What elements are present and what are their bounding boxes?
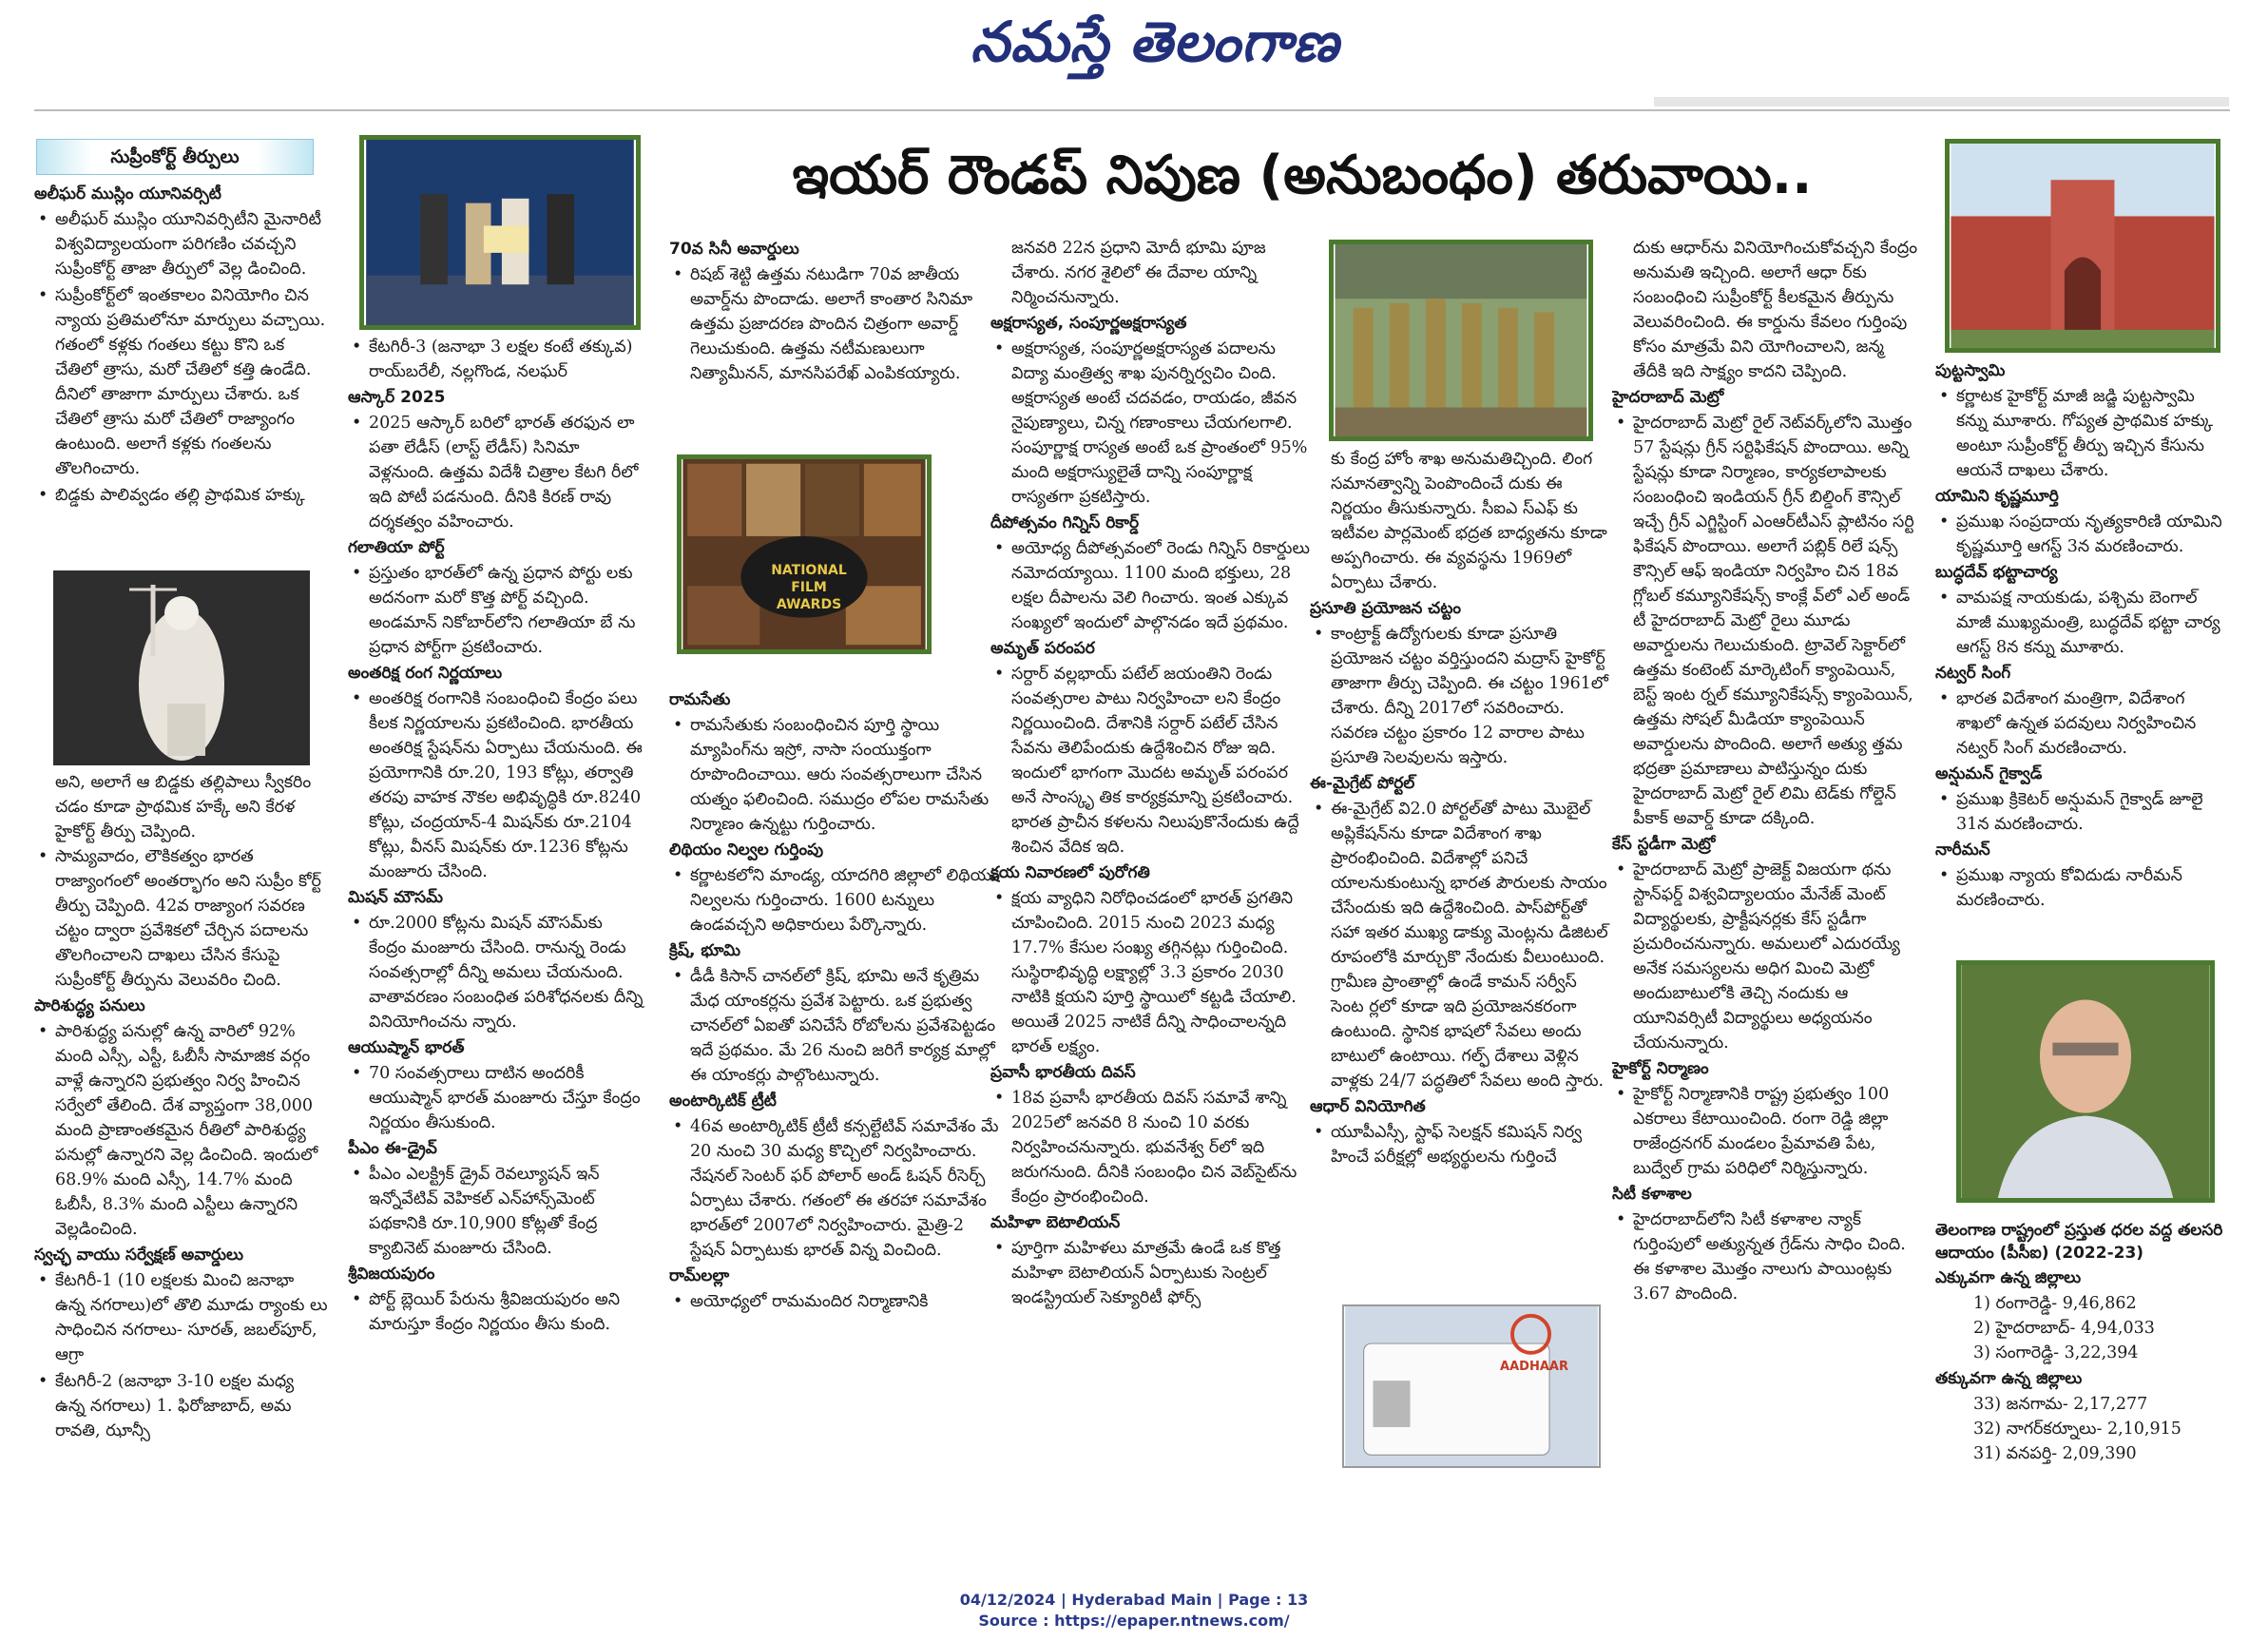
bullet: • ప్రముఖ క్రికెటర్ అన్షుమన్ గైక్వాడ్ జూలై 31న మరణించారు. [1956,787,2230,837]
column-3-lower [669,686,1002,1514]
stats-high-heading: ఎక్కువగా ఉన్న జిల్లాలు [1935,1268,2082,1287]
subhead: అంటార్కిటిక్ ట్రీటీ [669,1091,777,1111]
bullet: • రూ.2000 కోట్లను మిషన్ మౌసమ్‌కు కేంద్రం మంజూరు చేసింది. రానున్న రెండు సంవత్సరాల్లో దీన్ని అమలు చేయనుంది. వాతావరణం సంబంధిత పరిశోధనలకు దీన్ని వినియోగించను న్నారు. [369,911,644,1034]
bullet: • 70 సంవత్సరాలు దాటిన అందరికీ ఆయుష్మాన్ భారత్ మంజూరు చేస్తూ కేంద్రం నిర్ణయం తీసుకుంది. [369,1061,644,1135]
bullet: • పోర్ట్ బ్లెయిర్ పేరును శ్రీవిజయపురం అని మారుస్తూ కేంద్రం నిర్ణయం తీసు కుంది. [369,1287,644,1337]
building-photo [1945,139,2220,353]
subhead: అమృత్ పరంపర [990,639,1095,658]
subhead: 70వ సినీ అవార్డులు [669,240,799,259]
bullet: • కేటగిరీ-1 (10 లక్షలకు మించి జనాభా ఉన్న నగరాలు)లో తొలి మూడు ర్యాంకు లు సాధించిన నగరాలు- సూరత్, జబల్‌పూర్, ఆగ్రా [55,1268,329,1367]
subhead: అన్షుమన్ గైక్వాడ్ [1935,764,2043,783]
footer-source-link[interactable]: Source : https://epaper.ntnews.com/ [978,1612,1290,1630]
subhead: లిథియం నిల్వల గుర్తింపు [669,840,824,860]
subhead: పుట్టస్వామి [1935,361,2006,380]
bullet: • 18వ ప్రవాసీ భారతీయ దివస్ సమావే శాన్ని 2025లో జనవరి 8 నుంచి 10 వరకు నిర్వహించనున్నారు. భువనేశ్వ ర్‌లో ఇది జరుగనుంది. దీనికి సంబంధిం చిన వెబ్‌సైట్‌ను కేంద్రం ప్రారంభించింది. [1011,1086,1312,1209]
bullet: • ప్రముఖ సంప్రదాయ నృత్యకారిణి యామిని కృష్ణమూర్తి ఆగస్ట్ 3న మరణించారు. [1956,510,2230,559]
masthead-rule [34,109,2230,111]
film-awards-caption: NATIONAL FILM AWARDS [771,563,847,612]
aadhaar-card-image [1344,1306,1599,1466]
elderly-man-portrait [1961,965,2210,1198]
stats-title: తెలంగాణ రాష్ట్రంలో ప్రస్తుత ధరల వద్ద తలసరి ఆదాయం (పీసీఐ) (2022-23) [1935,1221,2223,1263]
footer-dateline: 04/12/2024 | Hyderabad Main | Page : 13 [959,1591,1309,1609]
bullet: • 2025 ఆస్కార్ బరిలో భారత్ తరఫున లా పతా లేడీస్ (లాస్ట్ లేడీస్) సినిమా వెళ్లనుంది. ఉత్తమ విదేశీ చిత్రాల కేటగి రీలో ఇది పోటీ పడనుంది. దీనికి కిరణ్ రావు దర్శకత్వం వహించారు. [369,411,644,534]
bullet: • ప్రముఖ న్యాయ కోవిదుడు నారీమన్ మరణించారు. [1956,863,2230,913]
aadhaar-card-photo [1342,1304,1601,1468]
bullet: • యూపీఎస్సీ, స్టాఫ్ సెలక్షన్ కమిషన్ నిర్వ హించే పరీక్షల్లో అభ్యర్థులను గుర్తించే [1331,1120,1610,1169]
page-headline: ఇయర్ రౌండప్ నిపుణ (అనుబంధం) తరువాయి.. [792,145,1813,206]
lady-justice-photo [53,570,310,765]
column-7 [1935,357,2230,947]
stats-low-row: 31) వనపర్తి- 2,09,390 [1973,1444,2137,1463]
award-ceremony-image [364,140,636,325]
parade-photo [1329,240,1593,441]
subhead: ఈ-మైగ్రేట్ పోర్టల్ [1310,774,1415,793]
subhead: ప్రసూతి ప్రయోజన చట్టం [1310,599,1461,618]
bullet: • హైదరాబాద్ మెట్రో ప్రాజెక్ట్ విజయగా థను స్టాన్‌ఫర్డ్ విశ్వవిద్యాలయం మేనేజ్ మెంట్ విద్యార్థులకు, ప్రాక్టీషనర్లకు కేస్ స్టడీగా ప్రచురించనున్నారు. అమలులో ఎదురయ్యే అనేక సమస్యలను అధిగ మించి మెట్రో అందుబాటులోకి తెచ్చి నందుకు ఆ యూనివర్సిటీ విద్యార్థులు అధ్యయనం చేయనున్నారు. [1633,858,1922,1055]
bullet: • పారిశుద్ధ్య పనుల్లో ఉన్న వారిలో 92% మంది ఎస్సీ, ఎస్టీ, ఓబీసీ సామాజిక వర్గం వాళ్లే ఉన్నారని ప్రభుత్వం నిర్వ హించిన సర్వేలో తేలింది. దేశ వ్యాప్తంగా 38,000 మంది ప్రాణాంతకమైన రీతిలో పారిశుద్ధ్య పనుల్లో ఉన్నారని వెల్ల డించింది. ఇందులో 68.9% మంది ఎస్సీ, 14.7% మంది ఓబీసీ, 8.3% మంది ఎస్టీలు ఉన్నారని వెల్లడించింది. [55,1019,329,1242]
aadhaar-logo-text: AADHAAR [1500,1360,1568,1374]
parade-image [1334,244,1588,436]
subhead: ఆధార్ వినియోగిత [1310,1097,1426,1116]
bullet: • అక్షరాస్యత, సంపూర్ణఅక్షరాస్యత పదాలను విద్యా మంత్రిత్వ శాఖ పునర్నిర్వచిం చింది. అక్షరాస్యత అంటే చదవడం, రాయడం, జీవన నైపుణ్యాలు, చిన్న గణాంకాలు చేయగలగాలి. సంపూర్ణాక్ష రాస్యత అంటే ఒక ప్రాంతంలో 95% మంది అక్షరాస్యులైతే దాన్ని సంపూర్ణాక్ష రాస్యతగా ప్రకటిస్తారు. [1011,337,1312,510]
bullet: • భారత విదేశాంగ మంత్రిగా, విదేశాంగ శాఖలో ఉన్నత పదవులు నిర్వహించిన నట్వర్ సింగ్ మరణించారు. [1956,686,2230,761]
subhead: ప్రవాసీ భారతీయ దివస్ [990,1063,1136,1082]
subhead: రామసేతు [669,690,731,709]
subhead: స్వచ్ఛ వాయు సర్వేక్షణ్ అవార్డులు [34,1246,243,1265]
bullet: • కేటగిరీ-3 (జనాభా 3 లక్షల కంటే తక్కువ) రాయ్‌బరేలీ, నల్లగొండ, నలఘర్ [369,335,644,384]
subhead: అక్షరాస్యత, సంపూర్ణఅక్షరాస్యత [990,314,1187,333]
bullet: • పూర్తిగా మహిళలు మాత్రమే ఉండే ఒక కొత్త మహిళా బెటాలియన్ ఏర్పాటుకు సెంట్రల్ ఇండస్ట్రియల్ సెక్యూరిటీ ఫోర్స్ [1011,1236,1312,1310]
subhead: గలాతియా పోర్ట్ [348,538,445,557]
stats-low-row: 33) జనగామ- 2,17,277 [1973,1395,2148,1414]
paragraph: దుకు ఆధార్‌ను వినియోగించుకోవచ్చని కేంద్రం అనుమతి ఇచ్చింది. అలాగే ఆధా ర్‌కు సంబంధించి సుప్రీంకోర్ట్ కీలకమైన తీర్పును వెలువరించింది. ఈ కార్డును కేవలం గుర్తింపు కోసం మాత్రమే విని యోగించాలని, జన్మ తేదీకి ఇది సాక్ష్యం కాదని చెప్పింది. [1633,239,1918,381]
column-4 [990,236,1312,1514]
subhead: క్రిష్, భూమి [669,941,740,960]
portrait-photo [1956,960,2215,1203]
paragraph: అని, అలాగే ఆ బిడ్డకు తల్లిపాలు స్వీకరిం చడం కూడా ప్రాథమిక హక్కే అని కేరళ హైకోర్ట్ తీర్పు చెప్పింది. [55,773,312,841]
column-1-lower [34,770,329,1502]
subhead: ఆయుష్మాన్ భారత్ [348,1038,465,1057]
income-stats [1935,1217,2230,1502]
film-awards-collage [682,459,927,649]
subhead: రామ్‌లల్లా [669,1266,730,1285]
masthead [0,0,2268,114]
bullet: • 46వ అంటార్కిటిక్ ట్రీటీ కన్సల్టేటివ్ సమావేశం మే 20 నుంచి 30 మధ్య కొచ్చిలో నిర్వహించారు. నేషనల్ సెంటర్ ఫర్ పోలార్ అండ్ ఓషన్ రీసెర్చ్ ఏర్పాటు చేశారు. గతంలో ఈ తరహా సమావేశం భారత్‌లో 2007లో నిర్వహించారు. మైత్రి-2 స్టేషన్ ఏర్పాటుకు భారత్ విన్న వించింది. [690,1114,1002,1263]
column-2 [348,335,644,1514]
bullet: • సామ్యవాదం, లౌకికత్వం భారత రాజ్యాంగంలో అంతర్భాగం అని సుప్రీం కోర్ట్ తీర్పు చెప్పింది. 42వ రాజ్యాంగ సవరణ చట్టం ద్వారా ప్రవేశికలో చేర్చిన పదాలను తొలగించాలని దాఖలు చేసిన కేసుపై సుప్రీంకోర్ట్ తీర్పును వెలువరిం చింది. [55,844,329,993]
subhead: దీపోత్సవం గిన్నిస్ రికార్డ్ [990,513,1140,532]
subhead: నారీమన్ [1935,840,1990,860]
subhead: మిషన్ మౌసమ్ [348,888,444,907]
column-1 [34,181,329,509]
award-ceremony-photo [359,135,641,330]
stats-low-row: 32) నాగర్‌కర్నూలు- 2,10,915 [1973,1420,2182,1439]
paragraph: కు కేంద్ర హోం శాఖ అనుమతిచ్చింది. లింగ సమానత్వాన్ని పెంపొందించే దుకు ఈ నిర్ణయం తీసుకున్నారు. సీఐఎ స్ఎఫ్ కు ఇటీవల పార్లమెంట్ భద్రత బాధ్యతను కూడా అప్పగించారు. ఈ వ్యవస్థను 1969లో ఏర్పాటు చేశారు. [1331,450,1607,592]
bullet: • కేటగిరీ-2 (జనాభా 3-10 లక్షల మధ్య ఉన్న నగరాలు) 1. ఫిరోజాబాద్, అమ రావతి, ఝాన్సీ [55,1369,329,1443]
column-6 [1612,236,1922,1514]
stats-high-row: 3) సంగారెడ్డి- 3,22,394 [1973,1343,2139,1362]
bullet: • కర్ణాటకలోని మాండ్య, యాదగిరి జిల్లాలో లిథియం నిల్వలను గుర్తించారు. 1600 టన్నులు ఉండవచ్చని అధికారులు పేర్కొన్నారు. [690,863,1002,937]
stats-high-row: 2) హైదరాబాద్- 4,94,033 [1973,1319,2155,1338]
subhead: క్షయ నివారణలో పురోగతి [990,863,1150,882]
column-3 [669,236,1002,440]
bullet: • ప్రస్తుతం భారత్‌లో ఉన్న ప్రధాన పోర్టు లకు అదనంగా మరో కొత్త పోర్ట్ వచ్చింది. అండమాన్ నికోబార్‌లోని గలాతియా బే ను ప్రధాన పోర్ట్‌గా ప్రకటించారు. [369,561,644,660]
subhead: యామిని కృష్ణమూర్తి [1935,487,2059,506]
subhead: హైదరాబాద్ మెట్రో [1612,388,1724,407]
newspaper-logo: నమస్తే తెలంగాణ [971,10,1339,74]
bullet: • వామపక్ష నాయకుడు, పశ్చిమ బెంగాల్ మాజీ ముఖ్యమంత్రి, బుద్ధదేవ్ భట్టా చార్య ఆగస్ట్ 8న కన్ను మూశారు. [1956,586,2230,660]
subhead: బుద్ధదేవ్ భట్టాచార్య [1935,563,2058,582]
bullet: • రామసేతుకు సంబంధించిన పూర్తి స్థాయి మ్యాపింగ్‌ను ఇస్రో, నాసా సంయుక్తంగా రూపొందించాయి. ఆరు సంవత్సరాలుగా చేసిన యత్నం ఫలించింది. సముద్రం లోపల రామసేతు నిర్మాణం ఉన్నట్టు గుర్తించారు. [690,713,1002,837]
stats-low-heading: తక్కువగా ఉన్న జిల్లాలు [1935,1369,2083,1388]
subhead: సిటీ కళాశాల [1612,1185,1692,1204]
bullet: • ఈ-మైగ్రేట్ వి2.0 పోర్టల్‌తో పాటు మొబైల్ అప్లికేషన్‌ను కూడా విదేశాంగ శాఖ ప్రారంభించింది. విదేశాల్లో పనిచే యాలనుకుంటున్న భారత పౌరులకు సాయం చేసేందుకు ఇది ఉద్దేశించింది. పాస్‌పోర్ట్‌తో సహా ఇతర ముఖ్య డాక్యు మెంట్లను డిజిటల్ రూపంలోకి మార్చుకొ నేందుకు వీలుంటుంది. గ్రామీణ ప్రాంతాల్లో ఉండే కామన్ సర్వీస్ సెంట ర్లలో కూడా ఇది ప్రయోజనకరంగా ఉంటుంది. స్థానిక భాషలో సేవలు అందు బాటులో ఉంటాయి. గల్ఫ్ దేశాలు వెళ్లిన వాళ్లకు 24/7 పద్ధతిలో సేవలు అంది స్తారు. [1331,797,1610,1093]
subhead: పారిశుద్ధ్య పనులు [34,996,145,1015]
subhead: అంతరిక్ష రంగ నిర్ణయాలు [348,664,503,683]
paragraph: జనవరి 22న ప్రధాని మోదీ భూమి పూజ చేశారు. నగర శైలిలో ఈ దేవాల యాన్ని నిర్మించనున్నారు. [1011,239,1266,307]
bullet: • అయోధ్యలో రామమందిర నిర్మాణానికి [690,1289,1002,1314]
bullet: • సుప్రీంకోర్ట్‌లో ఇంతకాలం వినియోగిం చిన న్యాయ ప్రతిమలోనూ మార్పులు వచ్చాయి. గతంలో కళ్లకు గంతలు కట్టు కొని ఒక చేతిలో త్రాసు, మరో చేతిలో కత్తి ఉండేది. దీనిలో తాజాగా మార్పులు చేశారు. ఒక చేతిలో త్రాసు మరో చేతిలో రాజ్యాంగం ఉంటుంది. అలాగే కళ్లకు గంతలను తొలగించారు. [55,283,329,481]
section-badge: సుప్రీంకోర్ట్ తీర్పులు [36,139,314,175]
bullet: • పీఎం ఎలక్ట్రిక్ డ్రైవ్ రెవల్యూషన్ ఇన్ ఇన్నోవేటివ్ వెహికల్ ఎన్‌హాన్స్‌మెంట్ పథకానికి రూ.10,900 కోట్లతో కేంద్ర క్యాబినెట్ మంజూరు చేసింది. [369,1162,644,1261]
bullet: • క్షయ వ్యాధిని నిరోధించడంలో భారత్ ప్రగతిని చూపించింది. 2015 నుంచి 2023 మధ్య 17.7% కేసుల సంఖ్య తగ్గినట్లు గుర్తించింది. సుస్థిరాభివృద్ధి లక్ష్యాల్లో 3.3 ప్రకారం 2030 నాటికి క్షయని పూర్తి స్థాయిలో కట్టడి చేయాలి. అయితే 2025 నాటికే దీన్ని సాధించాలన్నది భారత్ లక్ష్యం. [1011,886,1312,1059]
subhead: అలీఘర్ ముస్లిం యూనివర్సిటీ [34,184,221,203]
bullet: • హైదరాబాద్‌లోని సిటీ కళాశాల న్యాక్ గుర్తింపులో అత్యున్నత గ్రేడ్‌ను సాధిం చింది. ఈ కళాశాల మొత్తం నాలుగు పాయింట్లకు 3.67 పొందింది. [1633,1207,1922,1306]
bullet: • రిషబ్ శెట్టి ఉత్తమ నటుడిగా 70వ జాతీయ అవార్డ్‌ను పొందాడు. అలాగే కాంతార సినిమా ఉత్తమ ప్రజాదరణ పొందిన చిత్రంగా అవార్డ్ గెలుచుకుంది. ఉత్తమ నటీమణులుగా నిత్యామీనన్, మానసిపరేఖ్ ఎంపికయ్యారు. [690,262,1002,386]
bullet: • అంతరిక్ష రంగానికి సంబంధించి కేంద్రం పలు కీలక నిర్ణయాలను ప్రకటించింది. భారతీయ అంతరిక్ష స్టేషన్‌ను ఏర్పాటు చేయనుంది. ఈ ప్రయోగానికి రూ.20, 193 కోట్లు, తర్వాతి తరపు వాహక నౌకల అభివృద్ధికి రూ.8240 కోట్లు, చంద్రయాన్-4 మిషన్‌కు రూ.2104 కోట్లు, వీనస్ మిషన్‌కు రూ.1236 కోట్లను మంజూరు చేసింది. [369,686,644,884]
bullet: • కాంట్రాక్ట్ ఉద్యోగులకు కూడా ప్రసూతి ప్రయోజన చట్టం వర్తిస్తుందని మద్రాస్ హైకోర్ట్ తాజాగా తీర్పు చెప్పింది. ఈ చట్టం 1961లో చేశారు. దీన్ని 2017లో సవరించారు. సవరణ చట్టం ప్రకారం 12 వారాల పాటు ప్రసూతి సెలవులను ఇస్తారు. [1331,622,1610,770]
bullet: • డీడీ కిసాన్ చానల్‌లో క్రిష్, భూమి అనే కృత్రిమ మేధ యాంకర్లను ప్రవేశ పెట్టారు. ఒక ప్రభుత్వ చానల్‌లో ఏఐతో పనిచేసే రోబోలను ప్రవేశపెట్టడం ఇదే ప్రథమం. మే 26 నుంచి జరిగే కార్యక్ర మాల్లో ఈ యాంకర్లు పాల్గొంటున్నారు. [690,964,1002,1088]
subhead: నట్వర్ సింగ్ [1935,664,2011,683]
masthead-bar [1654,97,2229,106]
bullet: • అలీఘర్ ముస్లిం యూనివర్సిటీని మైనారిటీ విశ్వవిద్యాలయంగా పరిగణిం చవచ్చని సుప్రీంకోర్ట్ తాజా తీర్పులో వెల్ల డించింది. [55,207,329,281]
page-footer [0,1590,2268,1632]
bullet: • హైదరాబాద్ మెట్రో రైల్ నెట్‌వర్క్‌లోని మొత్తం 57 స్టేషన్లు గ్రీన్ సర్టిఫికేషన్ పొందాయి. అన్ని స్టేషన్లు కూడా నిర్మాణం, కార్యకలాపాలకు సంబంధించి ఇండియన్ గ్రీన్ బిల్డింగ్ కౌన్సిల్ ఇచ్చే గ్రీన్ ఎగ్జిస్టింగ్ ఎంఆర్‌టీఎస్ ప్లాటినం సర్టి ఫికేషన్ పొందాయి. అలాగే పబ్లిక్ రిలే షన్స్ కౌన్సిల్ ఆఫ్ ఇండియా నిర్వహిం చిన 18వ గ్లోబల్ కమ్యూనికేషన్స్ కాంక్లే వ్‌లో ఎల్ అండ్ టీ హైదరాబాద్ మెట్రో రైలు మూడు అవార్డులను గెలుచుకుంది. ట్రావెల్ సెక్టార్‌లో ఉత్తమ కంటెంట్ మార్కెటింగ్ క్యాంపెయిన్, బెస్ట్ ఇంట ర్నల్ కమ్యూనికేషన్స్ క్యాంపెయిన్, ఉత్తమ సోషల్ మీడియా క్యాంపెయిన్ అవార్డులను పొందింది. అలాగే అత్యు త్తమ భద్రతా ప్రమాణాలు పాటిస్తున్నం దుకు హైదరాబాద్ మెట్రో రైల్ లిమి టెడ్‌కు గోల్డెన్ పీకాక్ అవార్డ్ కూడా దక్కింది. [1633,411,1922,831]
subhead: మహిళా బెటాలియన్ [990,1213,1121,1232]
stats-high-row: 1) రంగారెడ్డి- 9,46,862 [1973,1294,2137,1313]
lady-justice-image [53,570,310,765]
bullet: • బిడ్డకు పాలివ్వడం తల్లి ప్రాథమిక హక్కు [55,483,329,508]
heritage-building-image [1950,144,2216,348]
bullet: • అయోధ్య దీపోత్సవంలో రెండు గిన్నిస్ రికార్డులు నమోదయ్యాయి. 1100 మంది భక్తులు, 28 లక్షల దీపాలను వెలి గించారు. ఇంత ఎక్కువ సంఖ్యలో ఇందులో పాల్గొనడం ఇదే ప్రథమం. [1011,536,1312,635]
bullet: • హైకోర్ట్ నిర్మాణానికి రాష్ట్ర ప్రభుత్వం 100 ఎకరాలు కేటాయించింది. రంగా రెడ్డి జిల్లా రాజేంద్రనగర్ మండలం ప్రేమావతి పేట, బుద్వేల్ గ్రామ పరిధిలో నిర్మిస్తున్నారు. [1633,1082,1922,1181]
subhead: ఆస్కార్ 2025 [348,388,446,407]
subhead: కేస్ స్టడీగా మెట్రో [1612,835,1716,854]
national-film-awards-photo [677,454,932,654]
subhead: హైకోర్ట్ నిర్మాణం [1612,1059,1709,1078]
bullet: • సర్దార్ వల్లభాయ్ పటేల్ జయంతిని రెండు సంవత్సరాల పాటు నిర్వహించా లని కేంద్రం నిర్ణయించింది. దేశానికి సర్దార్ పటేల్ చేసిన సేవను తెలిపేందుకు ఉద్దేశించిన రోజు ఇది. ఇందులో భాగంగా మొదట అమృత్ పరంపర అనే సాంస్కృ తిక కార్యక్రమాన్ని ప్రకటించారు. భారత ప్రాచీన కళలను నిలుపుకొనేందుకు ఉద్దే శించిన వేదిక ఇది. [1011,662,1312,860]
subhead: శ్రీవిజయపురం [348,1265,435,1284]
bullet: • కర్ణాటక హైకోర్ట్ మాజీ జడ్జి పుట్టస్వామి కన్ను మూశారు. గోప్యత ప్రాథమిక హక్కు అంటూ సుప్రీంకోర్ట్ తీర్పు ఇచ్చిన కేసును ఆయనే దాఖలు చేశారు. [1956,384,2230,483]
subhead: పీఎం ఈ-డ్రైవ్ [348,1139,437,1158]
